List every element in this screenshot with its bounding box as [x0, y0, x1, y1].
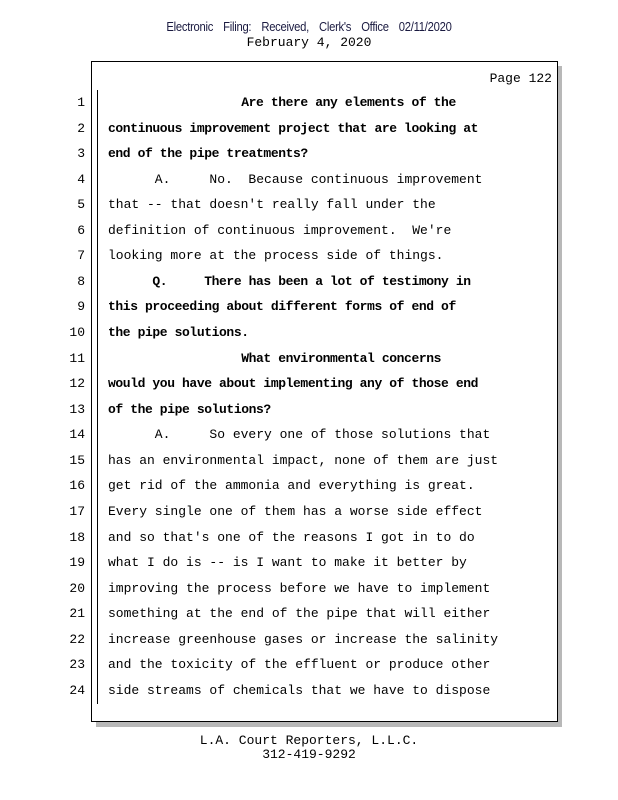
transcript-line: of the pipe solutions? [108, 401, 271, 417]
line-number: 8 [77, 273, 85, 289]
transcript-line: that -- that doesn't really fall under the [108, 197, 436, 213]
line-number: 11 [69, 350, 85, 366]
transcript-line: increase greenhouse gases or increase the salinity [108, 631, 499, 647]
transcript-line: side streams of chemicals that we have to dispose [108, 682, 491, 698]
transcript-line: Every single one of them has a worse side effect [108, 503, 483, 519]
line-number: 3 [77, 146, 85, 162]
transcript-line: and so that's one of the reasons I got in to do [108, 529, 475, 545]
line-number: 22 [69, 631, 85, 647]
transcript-line: looking more at the process side of things. [108, 248, 444, 264]
transcript-line: A. So every one of those solutions that [108, 427, 491, 443]
transcript-line: improving the process before we have to implement [108, 580, 491, 596]
page-number: Page 122 [489, 71, 552, 86]
line-number: 20 [69, 580, 85, 596]
transcript-line: has an environmental impact, none of them are just [108, 452, 499, 468]
line-number: 1 [77, 95, 85, 110]
transcript-line: Are there any elements of the [108, 95, 456, 110]
transcript-line: this proceeding about different forms of end of [108, 299, 456, 315]
line-number: 24 [69, 682, 85, 698]
margin-line [97, 90, 98, 704]
line-number: 18 [69, 529, 85, 545]
line-number: 13 [69, 401, 85, 417]
transcript-line: the pipe solutions. [108, 325, 249, 341]
line-number: 2 [77, 120, 85, 136]
transcript-line: what I do is -- is I want to make it better by [108, 555, 467, 571]
line-number: 16 [69, 478, 85, 494]
transcript-line: would you have about implementing any of those end [108, 376, 479, 392]
transcript-line: What environmental concerns [108, 350, 442, 366]
line-number: 21 [69, 606, 85, 622]
line-number: 9 [77, 299, 85, 315]
hearing-date: February 4, 2020 [246, 35, 372, 50]
transcript-line: definition of continuous improvement. We're [108, 222, 452, 238]
line-number: 10 [69, 325, 85, 341]
court-reporter-phone: 312-419-9292 [262, 747, 356, 762]
line-number: 4 [77, 171, 85, 187]
transcript-line: A. No. Because continuous improvement [108, 171, 483, 187]
transcript-line: end of the pipe treatments? [108, 146, 308, 162]
filing-stamp: Electronic Filing: Received, Clerk's Office 02/11/2020 [166, 20, 452, 34]
line-number: 15 [69, 452, 85, 468]
transcript-line: continuous improvement project that are looking at [108, 120, 479, 136]
court-reporter-name: L.A. Court Reporters, L.L.C. [199, 733, 419, 748]
transcript-line: get rid of the ammonia and everything is great. [108, 478, 475, 494]
line-number: 7 [77, 248, 85, 264]
line-number: 23 [69, 657, 85, 673]
transcript-line: Q. There has been a lot of testimony in [108, 273, 471, 289]
transcript-line: something at the end of the pipe that will either [108, 606, 491, 622]
line-number: 5 [77, 197, 85, 213]
transcript-line: and the toxicity of the effluent or produce other [108, 657, 491, 673]
line-number: 12 [69, 376, 85, 392]
line-number: 14 [69, 427, 85, 443]
line-number: 17 [69, 503, 85, 519]
line-number: 19 [69, 555, 85, 571]
line-number: 6 [77, 222, 85, 238]
